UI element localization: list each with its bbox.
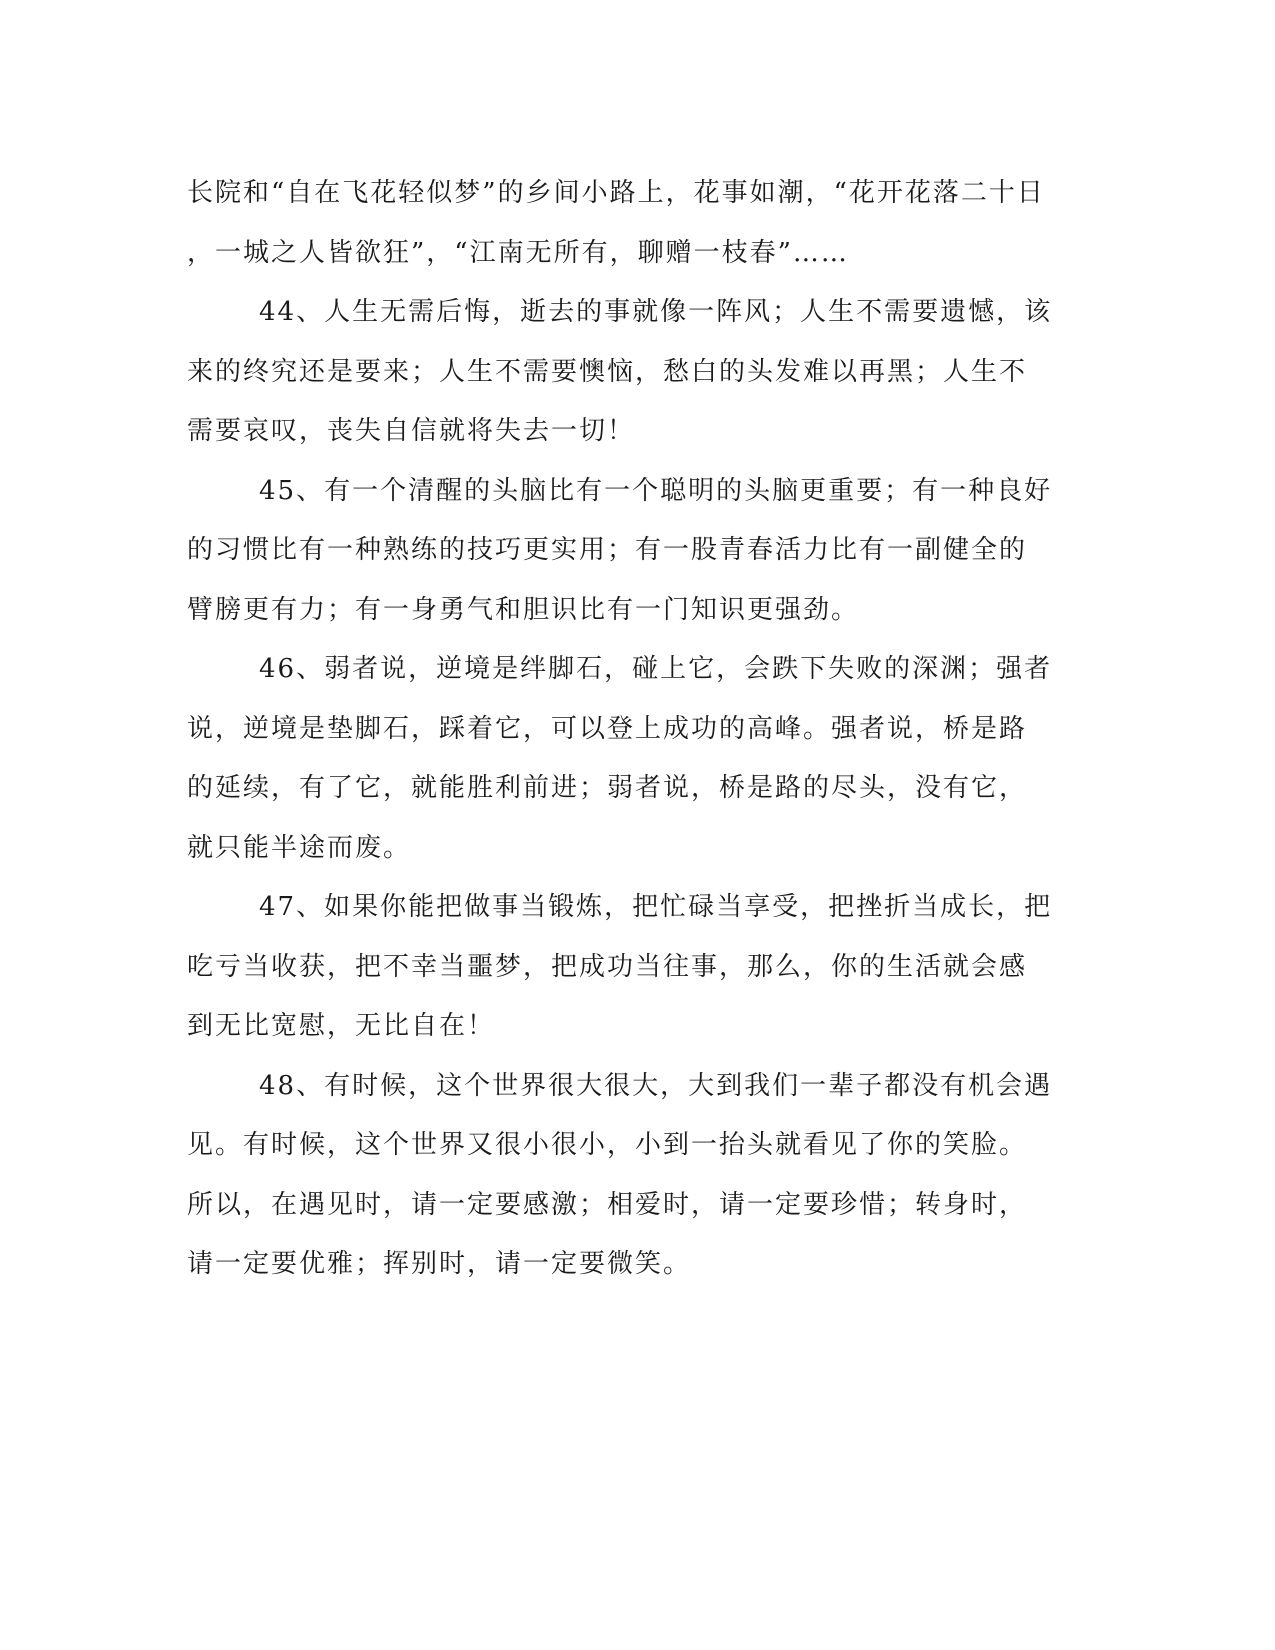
- text-line: 见。有时候，这个世界又很小很小，小到一抬头就看见了你的笑脸。: [187, 1130, 1028, 1160]
- paragraph-start-45: 45、有一个清醒的头脑比有一个聪明的头脑更重要；有一种良好: [259, 475, 1053, 506]
- text-line: 长院和“自在飞花轻似梦”的乡间小路上，花事如潮，“花开花落二十日: [187, 178, 1045, 208]
- text-line: 请一定要优雅；挥别时，请一定要微笑。: [187, 1249, 692, 1279]
- text-line: ，一城之人皆欲狂”，“江南无所有，聊赠一枝春”……: [187, 237, 849, 268]
- text-line: 到无比宽慰，无比自在！: [187, 1011, 496, 1041]
- text-line: 所以，在遇见时，请一定要感激；相爱时，请一定要珍惜；转身时，: [187, 1189, 1028, 1220]
- text-line: 来的终究还是要来；人生不需要懊恼，愁白的头发难以再黑；人生不: [187, 356, 1028, 387]
- document-body: [187, 164, 1067, 1295]
- text-line: 说，逆境是垫脚石，踩着它，可以登上成功的高峰。强者说，桥是路: [187, 713, 1028, 744]
- text-line: 的习惯比有一种熟练的技巧更实用；有一股青春活力比有一副健全的: [187, 535, 1028, 565]
- paragraph-start-47: 47、如果你能把做事当锻炼，把忙碌当享受，把挫折当成长，把: [259, 892, 1053, 922]
- text-line: 吃亏当收获，把不幸当噩梦，把成功当往事，那么，你的生活就会感: [187, 951, 1028, 982]
- text-line: 的延续，有了它，就能胜利前进；弱者说，桥是路的尽头，没有它，: [187, 773, 1028, 803]
- text-line: 臂膀更有力；有一身勇气和胆识比有一门知识更强劲。: [187, 594, 860, 625]
- paragraph-start-48: 48、有时候，这个世界很大很大，大到我们一辈子都没有机会遇: [259, 1070, 1053, 1101]
- text-line: 就只能半途而废。: [187, 832, 412, 863]
- paragraph-start-44: 44、人生无需后悔，逝去的事就像一阵风；人生不需要遗憾，该: [259, 297, 1053, 327]
- paragraph-start-46: 46、弱者说，逆境是绊脚石，碰上它，会跌下失败的深渊；强者: [259, 654, 1053, 684]
- text-line: 需要哀叹，丧失自信就将失去一切！: [187, 416, 636, 446]
